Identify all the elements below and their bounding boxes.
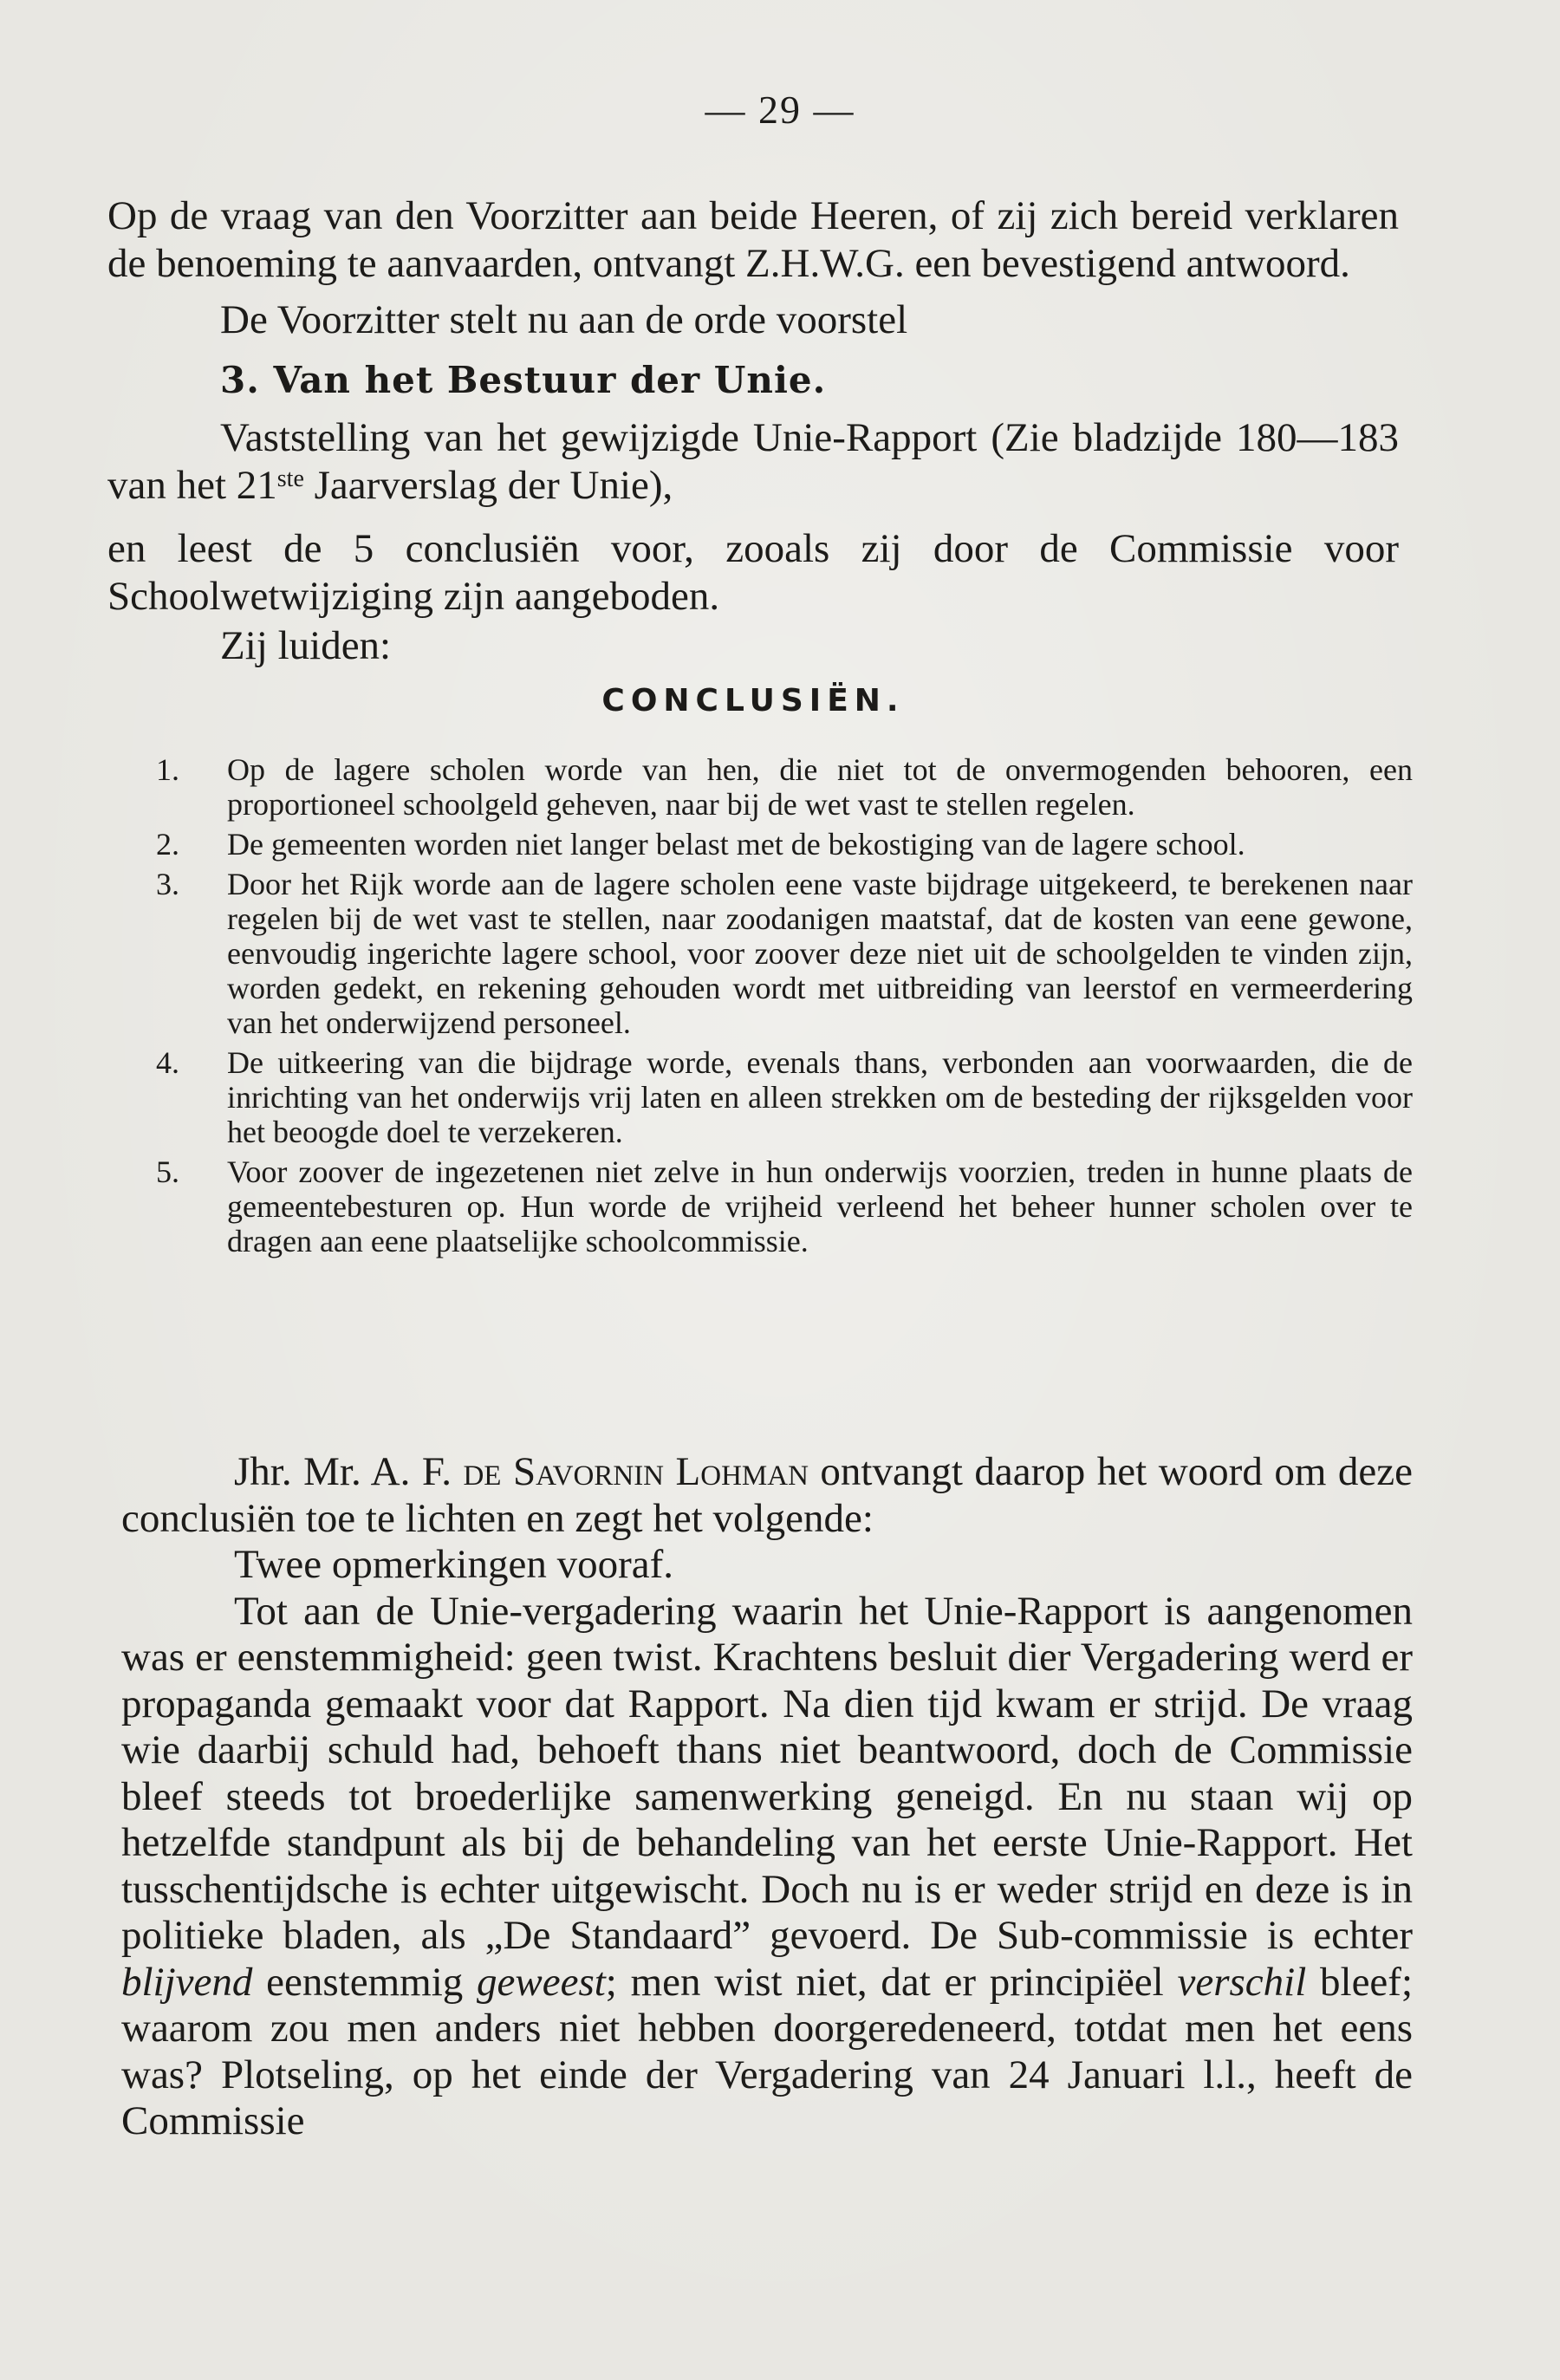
conclusion-text: Voor zoover de ingezetenen niet zelve in hun onderwijs voorzien, treden in hunne plaats de gemeentebesturen op. Hun worde de vrijheid verleend het beheer hunner scholen over te dragen aan eene plaatselijke schoolcommissie. <box>227 1154 1413 1258</box>
speech-paragraph-3-part-c: ; men wist niet, dat er principiëel <box>605 1959 1178 2005</box>
conclusion-item <box>156 1154 1413 1258</box>
speech-paragraph-2: Twee opmerkingen vooraf. <box>234 1542 673 1587</box>
conclusion-number: 4. <box>156 1045 179 1080</box>
intro-paragraph-3 <box>107 414 1399 510</box>
intro-paragraph-3-part-b: Jaarverslag der Unie), <box>303 463 673 508</box>
page-number: — 29 — <box>705 88 855 132</box>
emphasis-geweest: geweest <box>477 1959 606 2005</box>
conclusion-number: 1. <box>156 752 179 787</box>
intro-paragraph-2: De Voorzitter stelt nu aan de orde voorstel <box>220 297 908 342</box>
intro-paragraph-5: Zij luiden: <box>220 623 392 668</box>
conclusion-number: 5. <box>156 1154 179 1189</box>
speech-paragraph-1 <box>121 1449 1413 1542</box>
conclusion-item <box>156 827 1413 862</box>
intro-paragraph-1: Op de vraag van den Voorzitter aan beide Heeren, of zij zich bereid verklaren de benoeming te aanvaarden, ontvangt Z.H.W.G. een bevestigend antwoord. <box>107 193 1399 286</box>
conclusion-text: Door het Rijk worde aan de lagere scholen eene vaste bijdrage uitgekeerd, te berekenen naar regelen bij de wet vast te stellen, naar zoodanigen maatstaf, dat de kosten van eene gewone, eenvoudig ingerichte lagere school, voor zoover deze niet uit de schoolgelden te vinden zijn, worden gedekt, en rekening gehouden wordt met uitbreiding van leerstof en vermeerdering van het onderwijzend personeel. <box>227 867 1413 1040</box>
speaker-prefix: Jhr. Mr. A. F. <box>234 1449 464 1494</box>
conclusion-text: De gemeenten worden niet langer belast met de bekostiging van de lagere school. <box>227 827 1245 862</box>
speech-paragraph-1-rest: ontvangt daarop het woord om deze conclusiën toe te lichten en zegt het volgende: <box>121 1449 1413 1541</box>
conclusion-text: Op de lagere scholen worde van hen, die niet tot de onvermogenden behooren, een proportioneel schoolgeld geheven, naar bij de wet vast te stellen regelen. <box>227 752 1413 822</box>
speech-section <box>121 1449 1413 2145</box>
conclusion-item <box>156 752 1413 822</box>
speaker-name: de Savornin Lohman <box>463 1449 809 1494</box>
proposal-heading: 3. Van het Bestuur der Unie. <box>220 359 827 401</box>
conclusion-number: 3. <box>156 867 179 901</box>
conclusions-title: CONCLUSIËN. <box>601 683 905 719</box>
intro-paragraph-3-part-a: Vaststelling van het gewijzigde Unie-Rapport (Zie bladzijde 180—183 van het 21 <box>107 415 1399 508</box>
conclusion-item <box>156 1045 1413 1149</box>
speech-paragraph-3-part-d: bleef; waarom zou men anders niet hebben doorgeredeneerd, totdat men het eens was? Plotseling, op het einde der Vergadering van 24 Januari l.l., heeft de Commissie <box>121 1959 1414 2143</box>
conclusion-text: De uitkeering van die bijdrage worde, evenals thans, verbonden aan voorwaarden, die de inrichting van het onderwijs vrij laten en alleen strekken om de besteding der rijksgelden voor het beoogde doel te verzekeren. <box>227 1045 1413 1149</box>
intro-paragraph-4: en leest de 5 conclusiën voor, zooals zij door de Commissie voor Schoolwetwijziging zijn aangeboden. <box>107 526 1399 619</box>
emphasis-verschil: verschil <box>1177 1959 1307 2005</box>
speech-paragraph-3-part-a: Tot aan de Unie-vergadering waarin het Unie-Rapport is aangenomen was er eenstemmigheid: geen twist. Krachtens besluit dier Vergadering werd er propaganda gemaakt voor dat Rapport. Na dien tijd kwam er strijd. De vraag wie daarbij schuld had, behoeft thans niet beantwoord, doch de Commissie bleef steeds tot broederlijke samenwerking geneigd. En nu staan wij op hetzelfde standpunt als bij de behandeling van het eerste Unie-Rapport. Het tusschentijdsche is echter uitgewischt. Doch nu is er weder strijd en deze is in politieke bladen, als „De Standaard” gevoerd. De Sub-commissie is echter <box>121 1588 1413 1958</box>
conclusions-list <box>156 752 1413 1258</box>
ordinal-superscript: ste <box>276 465 304 492</box>
speech-paragraph-3-part-b: eenstemmig <box>252 1959 478 2005</box>
speech-paragraph-3 <box>121 1589 1413 2145</box>
intro-section <box>107 192 1399 737</box>
conclusion-number: 2. <box>156 827 179 862</box>
emphasis-blijvend: blijvend <box>121 1959 253 2005</box>
conclusion-item <box>156 867 1413 1040</box>
